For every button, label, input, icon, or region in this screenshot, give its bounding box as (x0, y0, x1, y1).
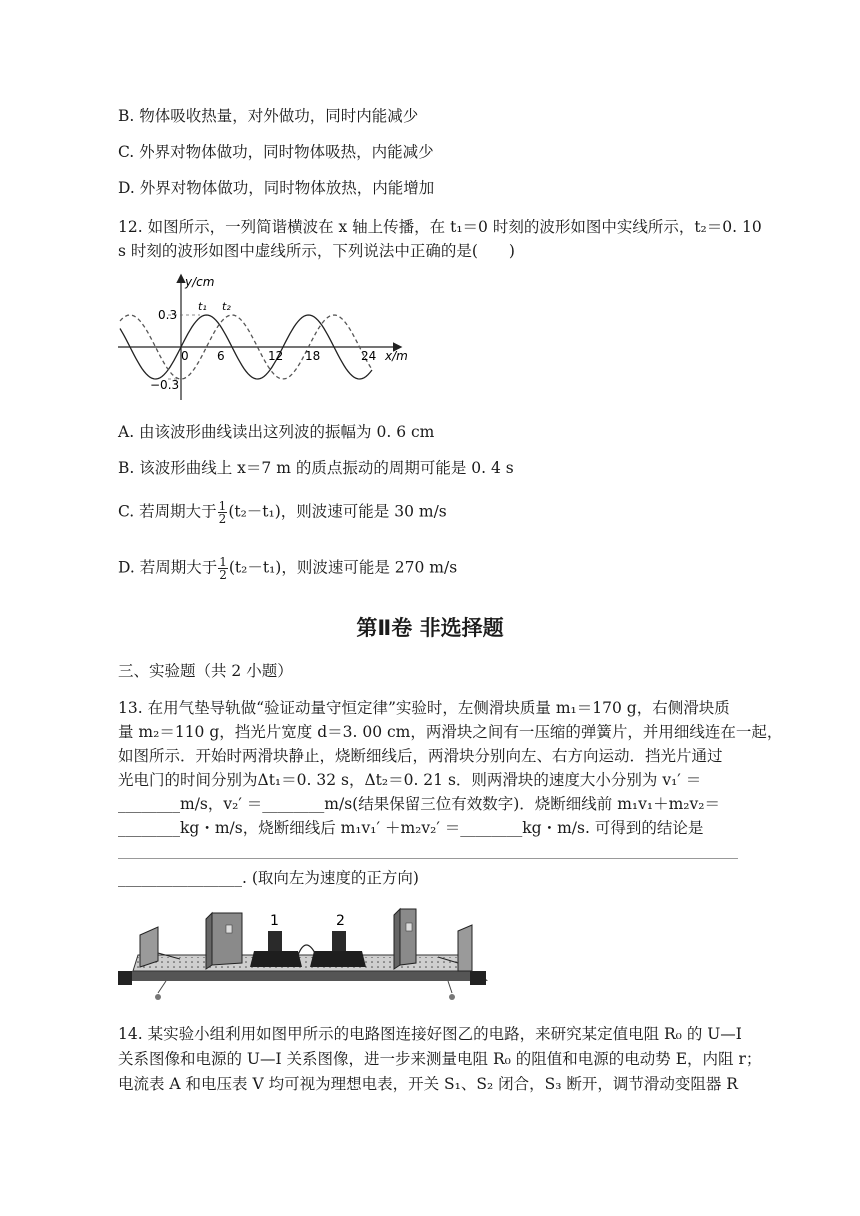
answer-rule-line (118, 858, 738, 859)
q13-line-4: 光电门的时间分别为Δt₁＝0. 32 s，Δt₂＝0. 21 s．则两滑块的速度大小分别为 v₁′ ＝ (118, 771, 702, 789)
air-track-figure (118, 905, 488, 1005)
fraction-denominator: 2 (219, 568, 227, 582)
q13-line-6: ________kg・m/s，烧断细线后 m₁v₁′ ＋m₂v₂′ ＝________kg・m/s. 可得到的结论是 (118, 819, 704, 837)
q12-option-c-prefix: C. 若周期大于 (118, 502, 217, 521)
q12-option-c (118, 500, 447, 525)
y-axis-label: y/cm (185, 275, 215, 289)
fraction-one-half (218, 500, 228, 525)
fraction-numerator: 1 (218, 499, 227, 513)
q12-option-b: B. 该波形曲线上 x＝7 m 的质点振动的周期可能是 0. 4 s (118, 459, 514, 477)
q14-line-2: 关系图像和电源的 U—I 关系图像，进一步来测量电阻 R₀ 的阻值和电源的电动势 E，内阻 r； (118, 1050, 762, 1068)
fraction-denominator: 2 (218, 512, 227, 526)
t2-label: t₂ (222, 300, 231, 313)
section-3-heading: 三、实验题（共 2 小题） (118, 662, 293, 680)
x-tick-6: 6 (217, 349, 225, 363)
section-title: 第Ⅱ卷 非选择题 (356, 616, 504, 640)
y-tick-bottom: −0.3 (150, 378, 180, 392)
t1-label: t₁ (198, 300, 207, 313)
q11-option-d: D. 外界对物体做功，同时物体放热，内能增加 (118, 179, 435, 197)
x-tick-0: 0 (181, 349, 189, 363)
slider-1-label: 1 (270, 913, 279, 929)
x-tick-12: 12 (268, 349, 284, 363)
q12-option-c-suffix: (t₂－t₁)，则波速可能是 30 m/s (228, 502, 447, 521)
q13-line-2: 量 m₂＝110 g，挡光片宽度 d＝3. 00 cm，两滑块之间有一压缩的弹簧片，并用细线连在一起， (118, 723, 783, 741)
x-tick-18: 18 (305, 349, 321, 363)
y-tick-top: 0.3 (158, 308, 178, 322)
q12-option-d (118, 556, 457, 581)
q13-line-7: ________________. (取向左为速度的正方向) (118, 869, 419, 887)
q12-option-a: A. 由该波形曲线读出这列波的振幅为 0. 6 cm (118, 423, 435, 441)
q14-line-3: 电流表 A 和电压表 V 均可视为理想电表，开关 S₁、S₂ 闭合，S₃ 断开，调节滑动变阻器 R (118, 1075, 738, 1093)
q12-stem-line-2: s 时刻的波形如图中虚线所示，下列说法中正确的是( ) (118, 242, 515, 260)
q11-option-c: C. 外界对物体做功，同时物体吸热，内能减少 (118, 143, 434, 161)
q11-option-b: B. 物体吸收热量，对外做功，同时内能减少 (118, 107, 419, 125)
fraction-one-half (218, 556, 228, 581)
q13-line-1: 13. 在用气垫导轨做“验证动量守恒定律”实验时，左侧滑块质量 m₁＝170 g，右侧滑块质 (118, 699, 730, 717)
q13-line-3: 如图所示．开始时两滑块静止，烧断细线后，两滑块分别向左、右方向运动．挡光片通过 (118, 747, 723, 765)
q12-stem-line-1: 12. 如图所示，一列简谐横波在 x 轴上传播，在 t₁＝0 时刻的波形如图中实线所示，t₂＝0. 10 (118, 218, 762, 236)
slider-2-label: 2 (336, 913, 345, 929)
q14-line-1: 14. 某实验小组利用如图甲所示的电路图连接好图乙的电路，来研究某定值电阻 R₀ 的 U—I (118, 1025, 742, 1043)
fraction-numerator: 1 (219, 555, 227, 569)
wave-figure (110, 272, 420, 402)
q12-option-d-prefix: D. 若周期大于 (118, 558, 218, 577)
q13-line-5: ________m/s，v₂′ ＝________m/s(结果保留三位有效数字)．烧断细线前 m₁v₁＋m₂v₂＝ (118, 795, 720, 813)
q12-option-d-suffix: (t₂－t₁)，则波速可能是 270 m/s (228, 558, 458, 577)
x-tick-24: 24 (361, 349, 377, 363)
x-axis-label: x/m (385, 349, 408, 363)
